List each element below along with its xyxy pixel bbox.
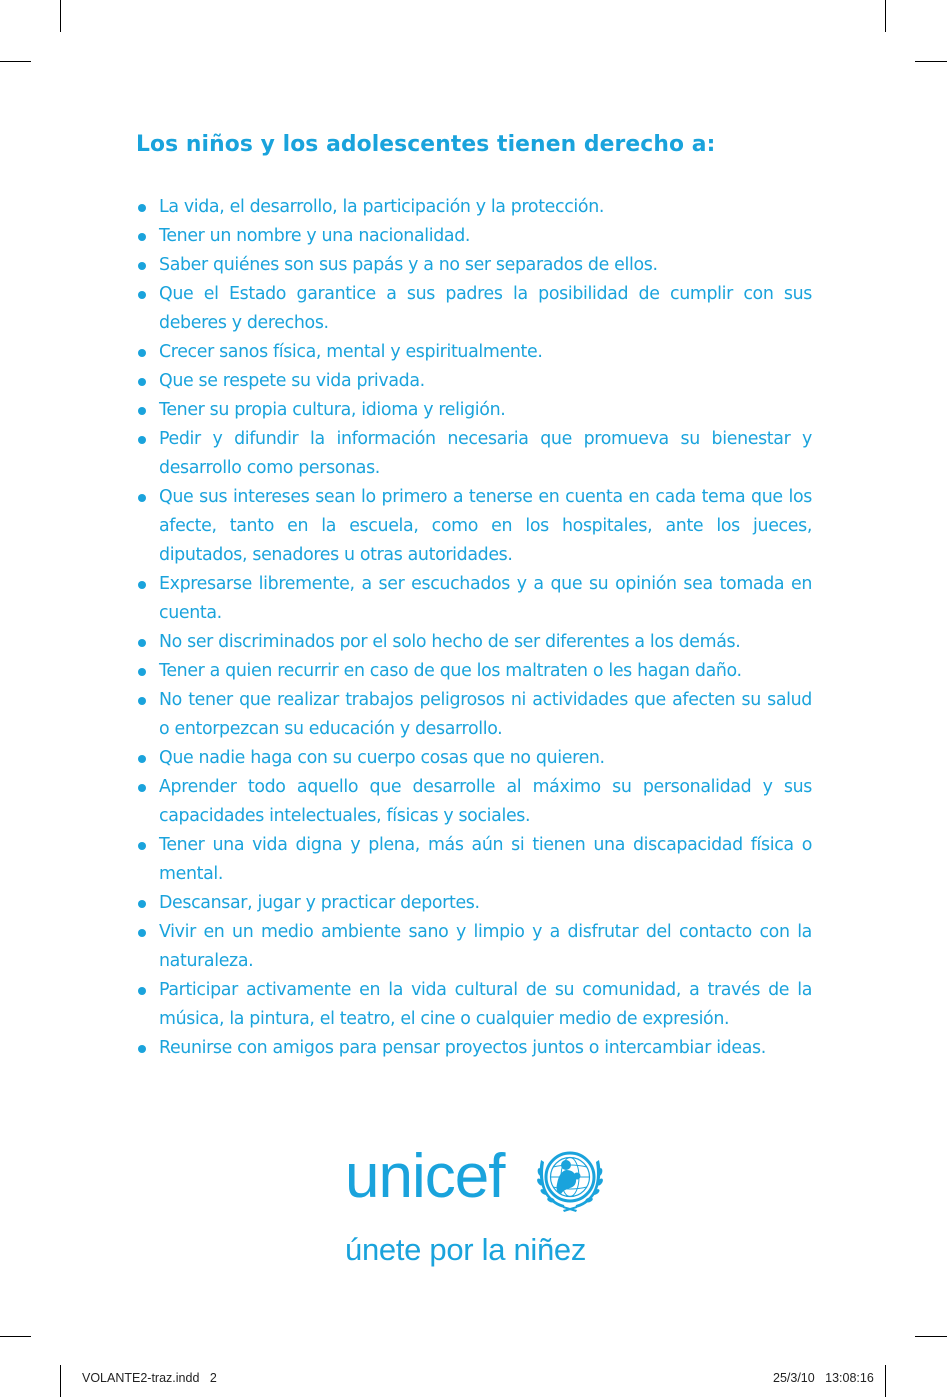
list-item: Tener un nombre y una nacionalidad. xyxy=(136,222,812,251)
bullet-icon xyxy=(138,755,146,763)
list-item: Vivir en un medio ambiente sano y limpio y a disfrutar del contacto con la naturaleza. xyxy=(136,918,812,976)
bullet-icon xyxy=(138,581,146,589)
crop-mark-top-left-vertical xyxy=(60,0,61,32)
crop-mark-bottom-left-horizontal xyxy=(0,1336,31,1337)
list-item: Pedir y difundir la información necesaria que promueva su bienestar y desarrollo como personas. xyxy=(136,425,812,483)
bullet-icon xyxy=(138,204,146,212)
list-item: Descansar, jugar y practicar deportes. xyxy=(136,889,812,918)
bullet-icon xyxy=(138,262,146,270)
crop-mark-top-right-vertical xyxy=(885,0,886,32)
bullet-icon xyxy=(138,378,146,386)
bullet-icon xyxy=(138,407,146,415)
list-item: Saber quiénes son sus papás y a no ser separados de ellos. xyxy=(136,251,812,280)
list-item: No ser discriminados por el solo hecho de ser diferentes a los demás. xyxy=(136,628,812,657)
crop-mark-bottom-right-horizontal xyxy=(915,1336,947,1337)
list-item: Tener una vida digna y plena, más aún si tienen una discapacidad física o mental. xyxy=(136,831,812,889)
list-item: La vida, el desarrollo, la participación y la protección. xyxy=(136,193,812,222)
page-title: Los niños y los adolescentes tienen derecho a: xyxy=(136,131,716,157)
bullet-icon xyxy=(138,436,146,444)
un-emblem-globe-laurel-icon xyxy=(533,1148,607,1212)
rights-list xyxy=(136,193,812,1063)
list-item: Que nadie haga con su cuerpo cosas que no quieren. xyxy=(136,744,812,773)
list-item: Participar activamente en la vida cultural de su comunidad, a través de la música, la pintura, el teatro, el cine o cualquier medio de expresión. xyxy=(136,976,812,1034)
bullet-icon xyxy=(138,494,146,502)
bullet-icon xyxy=(138,784,146,792)
bullet-icon xyxy=(138,900,146,908)
bullet-icon xyxy=(138,668,146,676)
bullet-icon xyxy=(138,842,146,850)
list-item: Aprender todo aquello que desarrolle al máximo su personalidad y sus capacidades intelectuales, físicas y sociales. xyxy=(136,773,812,831)
crop-mark-bottom-right-vertical xyxy=(885,1365,886,1397)
list-item: No tener que realizar trabajos peligrosos ni actividades que afecten su salud o entorpezcan su educación y desarrollo. xyxy=(136,686,812,744)
list-item: Tener a quien recurrir en caso de que los maltraten o les hagan daño. xyxy=(136,657,812,686)
list-item: Tener su propia cultura, idioma y religión. xyxy=(136,396,812,425)
list-item: Que el Estado garantice a sus padres la posibilidad de cumplir con sus deberes y derechos. xyxy=(136,280,812,338)
slug-datetime: 25/3/10 13:08:16 xyxy=(773,1371,874,1385)
slug-filename: VOLANTE2-traz.indd 2 xyxy=(82,1371,217,1385)
bullet-icon xyxy=(138,233,146,241)
bullet-icon xyxy=(138,697,146,705)
bullet-icon xyxy=(138,1045,146,1053)
bullet-icon xyxy=(138,929,146,937)
crop-mark-bottom-left-vertical xyxy=(60,1365,61,1397)
list-item: Que sus intereses sean lo primero a tenerse en cuenta en cada tema que los afecte, tanto en la escuela, como en los hospitales, ante los jueces, diputados, senadores u otras autoridades. xyxy=(136,483,812,570)
unicef-tagline: únete por la niñez xyxy=(345,1232,587,1267)
bullet-icon xyxy=(138,291,146,299)
list-item: Reunirse con amigos para pensar proyectos juntos o intercambiar ideas. xyxy=(136,1034,812,1063)
list-item: Crecer sanos física, mental y espiritualmente. xyxy=(136,338,812,367)
bullet-icon xyxy=(138,987,146,995)
crop-mark-top-left-horizontal xyxy=(0,61,31,62)
unicef-logo xyxy=(345,1142,615,1282)
unicef-wordmark: unicef xyxy=(345,1142,505,1211)
crop-mark-top-right-horizontal xyxy=(915,61,947,62)
bullet-icon xyxy=(138,639,146,647)
list-item: Que se respete su vida privada. xyxy=(136,367,812,396)
list-item: Expresarse libremente, a ser escuchados y a que su opinión sea tomada en cuenta. xyxy=(136,570,812,628)
bullet-icon xyxy=(138,349,146,357)
